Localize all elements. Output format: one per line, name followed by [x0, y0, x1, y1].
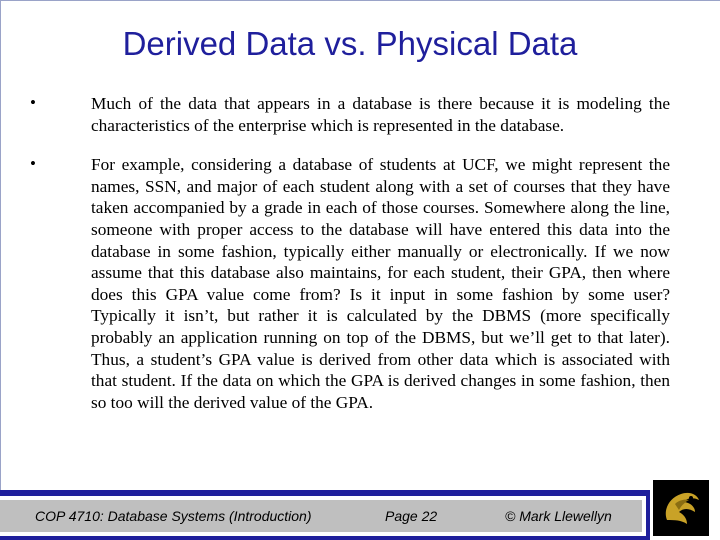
bullet-marker: • [30, 154, 36, 174]
bullet-list [30, 93, 670, 431]
bullet-text: For example, considering a database of students at UCF, we might represent the names, SSN, and major of each student along with a set of courses that they have taken accompanied by a grade in each of those courses. Somewhere along the line, someone with proper access to the database will have entered this data into the database in some fashion, typically either manually or electronically. If we now assume that this database also maintains, for each student, their GPA, then where does this GPA value come from? Is it input in some fashion by some user? Typically it isn’t, but rather it is calculated by the DBMS (more specifically probably an application running on top of the DBMS, but we’ll get to that later). Thus, a student’s GPA value is derived from other data which is associated with that student. If the data on which the GPA is derived changes in some fashion, then so too will the derived value of the GPA. [91, 155, 670, 412]
bullet-text: Much of the data that appears in a database is there because it is modeling the characteristics of the enterprise which is represented in the database. [91, 94, 670, 135]
ucf-logo [653, 480, 709, 536]
pegasus-logo-icon [653, 480, 709, 536]
frame-line-top [0, 0, 720, 1]
bullet-marker: • [30, 93, 36, 112]
frame-line-left [0, 0, 1, 540]
bullet-item [30, 93, 670, 136]
footer-page-number: Page 22 [385, 508, 438, 524]
footer-course: COP 4710: Database Systems (Introduction) [35, 508, 312, 524]
bullet-item [30, 154, 670, 413]
footer-author: © Mark Llewellyn [505, 508, 612, 524]
slide-title: Derived Data vs. Physical Data [122, 25, 578, 62]
